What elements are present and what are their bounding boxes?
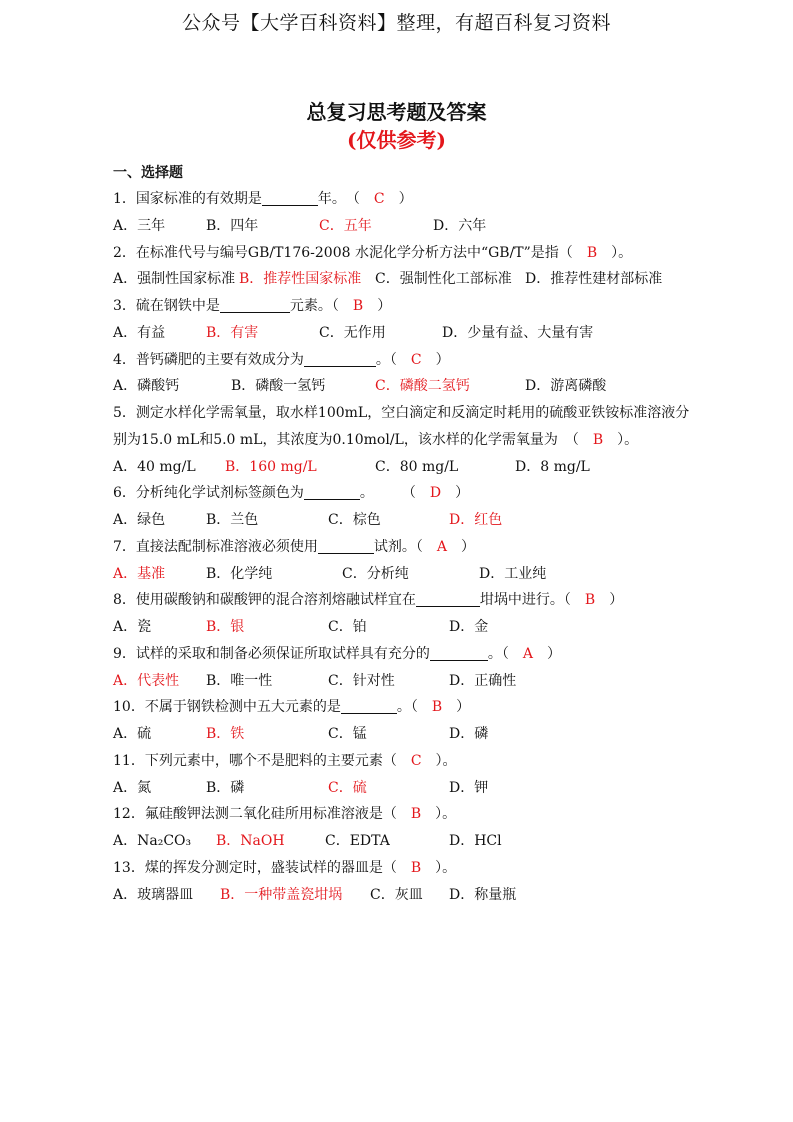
option-b: B．唯一性	[206, 672, 273, 689]
option-a: A．瓷	[113, 619, 152, 635]
answer-blank	[220, 297, 290, 313]
option-c: C．棕色	[328, 512, 381, 528]
option-a: A．强制性国家标准	[113, 271, 236, 288]
option-b: B．四年	[206, 217, 259, 234]
answer-blank	[341, 698, 397, 714]
question-5-continued: 别为15.0 mL和5.0 mL，其浓度为0.10mol/L，该水样的化学需氧量为 （ B ）。	[113, 431, 639, 448]
answer-key: D	[429, 485, 442, 502]
answer-key: C	[410, 752, 422, 769]
option-b: B．磷	[206, 779, 245, 796]
options-8	[113, 614, 703, 641]
option-d: D．游离磷酸	[525, 378, 607, 395]
option-a: A．三年	[113, 217, 166, 234]
answer-key: B	[410, 806, 422, 823]
option-d: D．推荐性建材部标准	[525, 271, 663, 288]
answer-blank	[416, 591, 480, 607]
answer-key: C	[373, 191, 385, 207]
option-a: A．绿色	[113, 512, 166, 528]
option-b: B．推荐性国家标准	[239, 271, 362, 288]
option-b: B．兰色	[206, 512, 259, 528]
answer-key: B	[431, 699, 443, 716]
option-a: A．硫	[113, 726, 152, 742]
options-5	[113, 454, 703, 481]
answer-blank	[304, 484, 360, 500]
option-a: A．有益	[113, 324, 166, 341]
option-d: D．金	[449, 619, 489, 635]
option-b: B．铁	[206, 726, 245, 742]
option-d: D．少量有益、大量有害	[442, 324, 594, 341]
option-c: C．五年	[319, 217, 372, 234]
option-d: D．磷	[449, 726, 489, 742]
option-a: A．代表性	[113, 672, 180, 689]
option-c: C．针对性	[328, 672, 395, 689]
option-b: B．有害	[206, 324, 259, 341]
option-a: A．氮	[113, 779, 152, 796]
answer-blank	[430, 645, 488, 661]
option-a: A．Na₂CO₃	[113, 833, 192, 849]
option-b: B．银	[206, 619, 245, 635]
option-b: B．化学纯	[206, 565, 273, 582]
option-c: C．锰	[328, 726, 367, 742]
answer-key: C	[410, 351, 422, 368]
options-10	[113, 721, 703, 748]
option-d: D．钾	[449, 779, 489, 796]
options-3	[113, 320, 703, 347]
option-c: C．分析纯	[342, 565, 409, 582]
option-d: D．六年	[433, 217, 487, 234]
document-title: 总复习思考题及答案	[306, 100, 487, 124]
option-c: C．磷酸二氢钙	[375, 378, 470, 395]
question-5: 5．测定水样化学需氧量，取水样100mL，空白滴定和反滴定时耗用的硫酸亚铁铵标准溶液分	[113, 405, 690, 421]
answer-blank	[318, 538, 374, 554]
option-c: C．强制性化工部标准	[375, 271, 512, 288]
answer-key: B	[352, 298, 364, 314]
option-c: C．硫	[328, 779, 367, 796]
option-d: D．8 mg/L	[515, 458, 590, 475]
options-11	[113, 775, 703, 802]
options-7	[113, 561, 703, 588]
options-6	[113, 507, 703, 534]
header-banner: 公众号【大学百科资料】整理，有超百科复习资料	[181, 12, 611, 34]
options-1	[113, 213, 703, 240]
answer-key: B	[584, 592, 596, 609]
option-d: D．工业纯	[479, 565, 547, 582]
option-c: C．灰皿	[370, 886, 423, 903]
question-list	[113, 186, 703, 908]
options-13	[113, 882, 703, 909]
question-9: 9．试样的采取和制备必须保证所取试样具有充分的 。（ A ）	[113, 645, 562, 662]
option-d: D．红色	[449, 512, 503, 528]
answer-blank	[304, 351, 376, 367]
answer-key: A	[436, 538, 448, 555]
option-a: A．基准	[113, 565, 166, 582]
option-b: B．160 mg/L	[225, 458, 317, 475]
option-a: A．玻璃器皿	[113, 886, 194, 903]
question-2: 2．在标准代号与编号GB/T176-2008 水泥化学分析方法中“GB/T”是指（ B ）。	[113, 244, 633, 261]
question-6: 6．分析纯化学试剂标签颜色为 。 （ D ）	[113, 485, 470, 502]
section-heading: 一、选择题	[113, 165, 183, 181]
option-b: B．一种带盖瓷坩埚	[220, 886, 343, 903]
question-13: 13．煤的挥发分测定时，盛装试样的器皿是（ B ）。	[113, 859, 457, 876]
option-c: C．80 mg/L	[375, 458, 459, 475]
options-9	[113, 668, 703, 695]
answer-key: B	[586, 244, 598, 261]
option-c: C．铂	[328, 619, 367, 635]
question-11: 11．下列元素中，哪个不是肥料的主要元素（ C ）。	[113, 752, 457, 769]
options-12	[113, 828, 703, 855]
options-4	[113, 373, 703, 400]
option-d: D．HCl	[449, 833, 502, 849]
option-a: A．磷酸钙	[113, 378, 180, 395]
question-7: 7．直接法配制标准溶液必须使用 试剂。（ A ）	[113, 538, 476, 555]
option-d: D．正确性	[449, 672, 517, 689]
option-c: C．无作用	[319, 324, 386, 341]
option-b: B．磷酸一氢钙	[231, 378, 326, 395]
question-12: 12．氟硅酸钾法测二氧化硅所用标准溶液是（ B ）。	[113, 806, 457, 823]
option-d: D．称量瓶	[449, 886, 517, 903]
question-8: 8．使用碳酸钠和碳酸钾的混合溶剂熔融试样宜在 坩埚中进行。（ B ）	[113, 592, 624, 609]
answer-key: B	[410, 859, 422, 876]
question-3: 3．硫在钢铁中是 元素。（ B ）	[113, 298, 392, 314]
option-c: C．EDTA	[325, 833, 390, 849]
document-subtitle: (仅供参考)	[347, 128, 446, 152]
question-1: 1．国家标准的有效期是 年。 （ C ）	[113, 191, 413, 207]
options-2	[113, 266, 703, 293]
answer-blank	[262, 190, 318, 206]
option-a: A．40 mg/L	[113, 458, 196, 475]
question-4: 4．普钙磷肥的主要有效成分为 。（ C ）	[113, 351, 450, 368]
option-b: B．NaOH	[216, 833, 285, 849]
answer-key: B	[592, 431, 604, 448]
question-10: 10．不属于钢铁检测中五大元素的是 。（ B ）	[113, 699, 471, 716]
answer-key: A	[522, 645, 534, 662]
